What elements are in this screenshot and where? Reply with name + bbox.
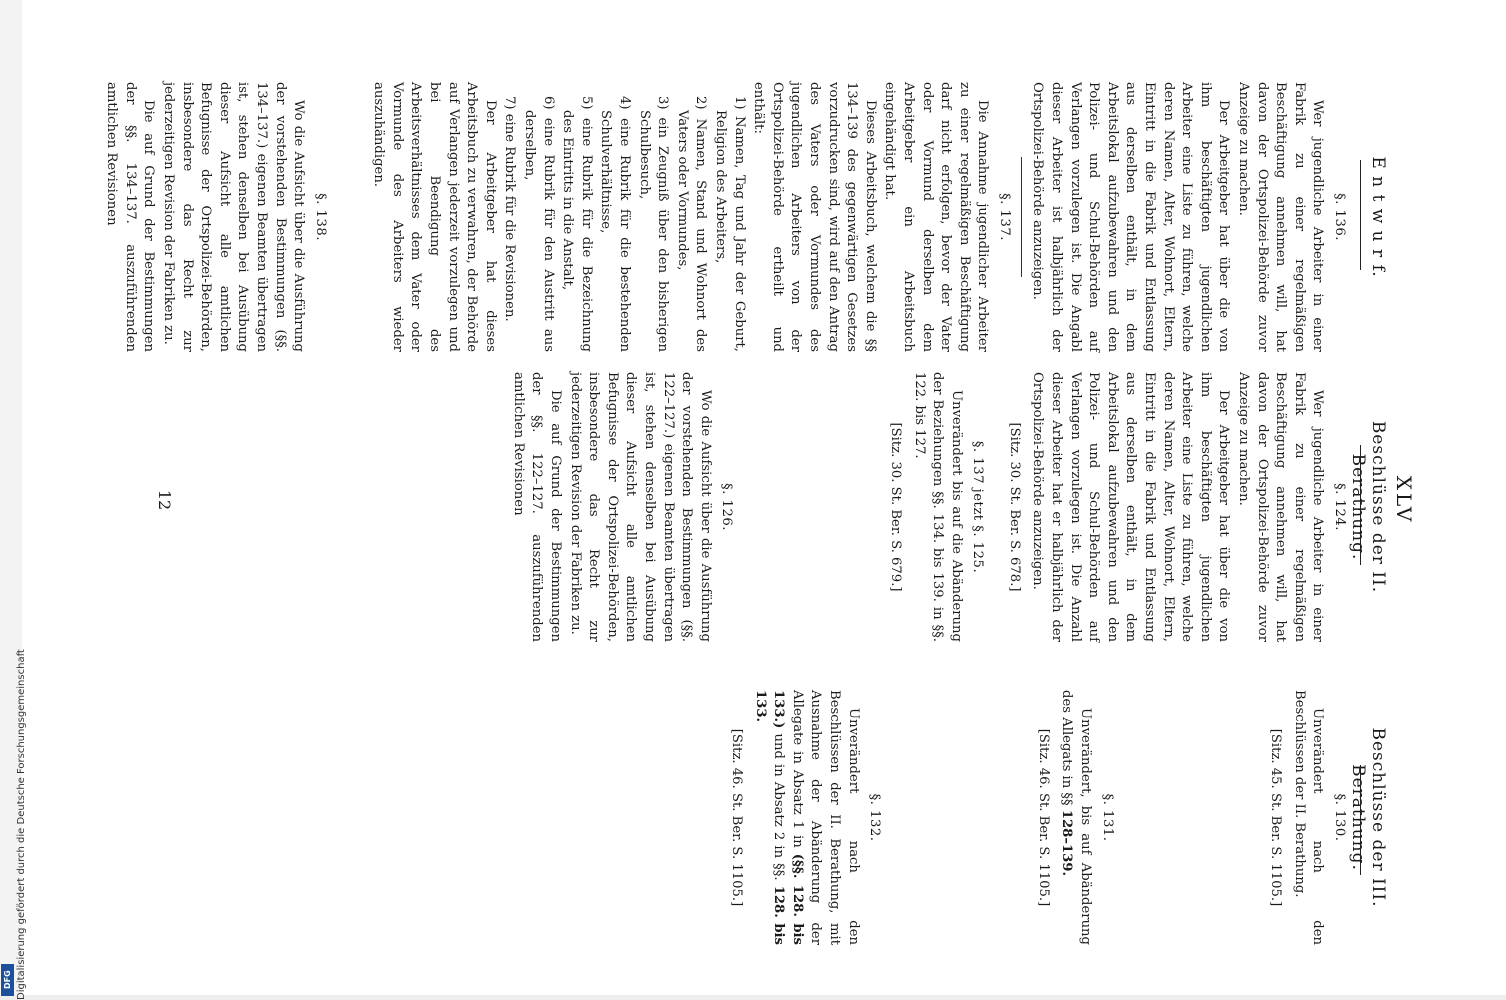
- bold-allegate: 128. bis 133.: [752, 690, 787, 945]
- paragraph: Die auf Grund der Bestimmungen der §§. 122–127. auszuführenden amtlichen Revisionen: [510, 372, 563, 642]
- digitization-footer: [2, 0, 27, 1000]
- header-third-reading: Beschlüsse der III. Berathung.: [1348, 727, 1388, 908]
- page-number-arabic: 12: [155, 489, 174, 511]
- list-item: 2) Namen, Stand und Wohnort des Vaters oder Vormundes,: [674, 96, 709, 352]
- section-divider: [1021, 157, 1022, 277]
- paragraph: Wo die Aufsicht über die Ausführung der vorstehenden Bestimmungen (§§. 134–137.) eigenen Beamten übertragen ist, stehen denselben bei Ausübung dieser Aufsicht alle amtlichen Befugnisse der Ortspolizei-Behörden, insbesondere das Recht zur jederzeitigen Revision der Fabriken zu.: [160, 82, 307, 352]
- list-item: 3) ein Zeugniß über den bisherigen Schulbesuch,: [636, 96, 671, 352]
- section-heading: §. 124.: [1332, 483, 1347, 531]
- session-reference: [Sitz. 45. St. Ber. S. 1105.]: [1268, 728, 1284, 907]
- paragraph: Die Annahme jugendlicher Arbeiter zu einer regelmäßigen Beschäftigung darf nicht erfolgen, bevor der Vater oder Vormund derselben dem Arbeitgeber ein Arbeitsbuch eingehändigt hat.: [882, 82, 991, 352]
- header-draft: E n t w u r f.: [1368, 156, 1388, 278]
- session-reference: [Sitz. 46. St. Ber. S. 1105.]: [1035, 728, 1051, 907]
- paragraph: Der Arbeitgeber hat über die von ihm beschäftigten jugendlichen Arbeiter eine Liste zu führen, welche deren Namen, Alter, Wohnort, Eltern, Eintritt in die Fabrik und Entlassung aus derselben enthält, in dem Arbeitslokal aufzubewahren und den Polizei- und Schul-Behörden auf Verlangen vorzulegen ist. Die Anzahl dieser Arbeiter hat er halbjährlich der Ortspolizei-Behörde anzuzeigen.: [1030, 372, 1232, 642]
- paragraph: Wer jugendliche Arbeiter in einer Fabrik zu einer regelmäßigen Beschäftigung annehmen will, hat davon der Ortspolizei-Behörde zuvor Anzeige zu machen.: [1236, 372, 1326, 642]
- bold-allegate: 128–139.: [1059, 809, 1075, 877]
- list-item: 1) Namen, Tag und Jahr der Geburt, Religion des Arbeiters,: [713, 96, 747, 352]
- list-item: 5) eine Rubrik für die Bezeichnung des Eintritts in die Anstalt,: [560, 96, 594, 352]
- page-number-roman: XLV: [1392, 475, 1416, 525]
- section-heading: §. 136.: [1332, 193, 1347, 241]
- paragraph: Unverändert bis auf die Abänderung der Beziehungen §§. 134. bis 139. in §§. 122. bis 127.: [911, 372, 964, 642]
- section-heading: §. 138.: [312, 193, 328, 241]
- paragraph: Unverändert nach den Beschlüssen der II. Berathung.: [1291, 690, 1326, 945]
- list-item: 6) eine Rubrik für den Austritt aus derselben,: [522, 96, 556, 352]
- paragraph: Wo die Aufsicht über die Ausführung der vorstehenden Bestimmungen (§§. 122–127.) eigenen Beamten übertragen ist, stehen denselben bei Ausübung dieser Aufsicht alle amtlichen Befugnisse der Ortspolizei-Behörden, insbesondere das Recht zur jederzeitigen Revision der Fabriken zu.: [567, 372, 713, 642]
- list-item: 4) eine Rubrik für die bestehenden Schulverhältnisse,: [598, 96, 633, 352]
- header-rule: [1360, 765, 1361, 875]
- session-reference: [Sitz. 30. St. Ber. S. 679.]: [887, 422, 903, 592]
- bold-allegate: (§§. 128. bis 133.): [771, 690, 805, 945]
- paragraph: [1057, 690, 1094, 945]
- paragraph-text: Unverändert, bis auf Abänderung des Allegats in §§: [1059, 690, 1094, 945]
- funding-notice: Digitalisierung gefördert durch die Deutsche Forschungsgemeinschaft: [16, 649, 27, 1000]
- header-rule: [1360, 445, 1361, 565]
- column-draft: [101, 82, 1356, 352]
- paragraph: Die auf Grund der Bestimmungen der §§. 134–137. auszuführenden amtlichen Revisionen: [104, 82, 157, 352]
- paragraph: Wer jugendliche Arbeiter in einer Fabrik zu einer regelmäßigen Beschäftigung annehmen will, hat davon der Ortspolizei-Behörde zuvor Anzeige zu machen.: [1236, 82, 1326, 352]
- list-item: 7) eine Rubrik für die Revisionen.: [502, 96, 518, 322]
- section-heading: §. 130.: [1332, 793, 1347, 842]
- section-heading: §. 132.: [867, 793, 883, 842]
- section-heading: §. 137 jetzt §. 125.: [970, 440, 986, 574]
- session-reference: [Sitz. 46. St. Ber. S. 1105.]: [729, 728, 745, 907]
- header-second-reading: Beschlüsse der II. Berathung.: [1348, 420, 1388, 594]
- column-third-reading: [719, 690, 1357, 945]
- dfg-logo-icon: DFG: [1, 964, 14, 996]
- section-heading: §. 131.: [1099, 793, 1115, 842]
- paragraph: Dieses Arbeitsbuch, welchem die §§ 134–139 des gegenwärtigen Gesetzes vorzudrucken sind, wird auf den Antrag des Vaters oder Vormundes des jugendlichen Arbeiters von der Ortspolizei-Behörde ertheilt und enthält:: [751, 82, 878, 352]
- section-heading: §. 137.: [996, 193, 1012, 241]
- column-second-reading: [507, 372, 1356, 642]
- paragraph: Der Arbeitgeber hat über die von ihm beschäftigten jugendlichen Arbeiter eine Liste zu führen, welche deren Namen, Alter, Wohnort, Eltern, Eintritt in die Fabrik und Entlassung aus derselben enthält, in dem Arbeitslokal aufzubewahren und den Polizei- und Schul-Behörden auf Verlangen vorzulegen ist. Die Angabl dieser Arbeiter ist halbjährlich der Ortspolizei-Behörde anzuzeigen.: [1030, 82, 1232, 352]
- paragraph-text: Unverändert nach den Beschlüssen der II. Berathung, mit Ausnahme der Abänderung der Allegate in Absatz 1 in: [789, 690, 861, 945]
- session-reference: [Sitz. 30. St. Ber. S. 678.]: [1006, 422, 1022, 592]
- paragraph: [750, 690, 862, 945]
- paragraph-text: und in Absatz 2 in §§.: [771, 728, 787, 886]
- paragraph: Der Arbeitgeber hat dieses Arbeitsbuch zu verwahren, der Behörde auf Verlangen jederzeit vorzulegen und bei Beendigung des Arbeitsverhältnisses dem Vater oder Vormunde des Arbeiters wieder auszuhändigen.: [371, 82, 498, 352]
- header-rule: [1360, 160, 1361, 270]
- section-heading: §. 126.: [719, 483, 735, 531]
